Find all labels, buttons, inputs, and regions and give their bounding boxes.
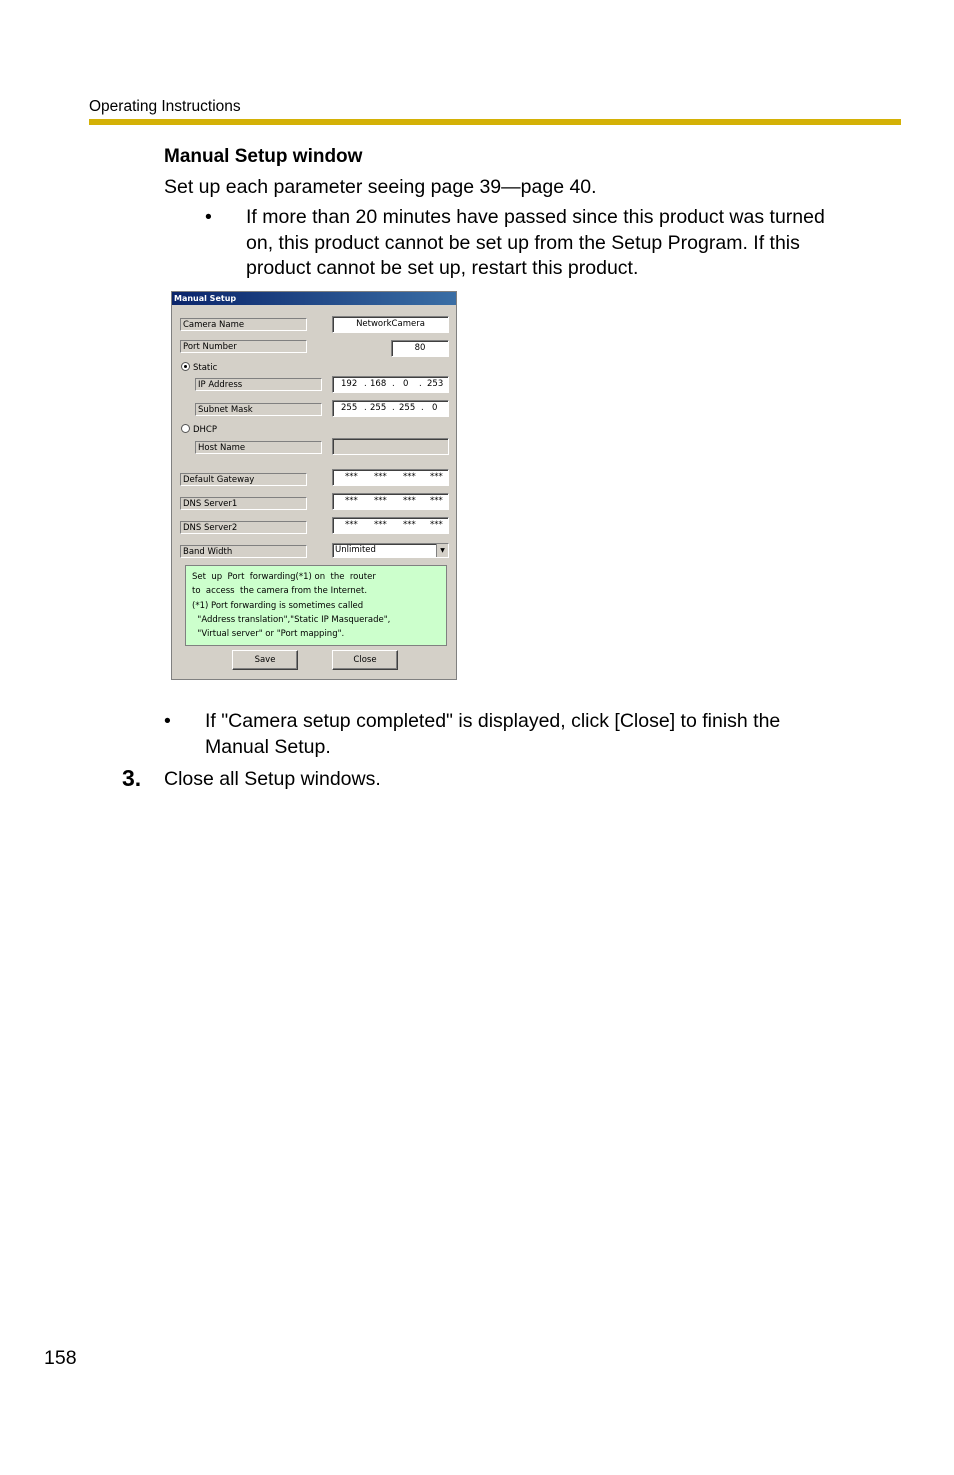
host-name-label: Host Name — [195, 441, 322, 454]
dhcp-label: DHCP — [193, 425, 217, 435]
masked-octet: *** — [345, 496, 358, 506]
static-label: Static — [193, 363, 218, 373]
masked-octet: *** — [374, 496, 387, 506]
ip-address-field[interactable] — [332, 376, 449, 393]
bullet-line: on, this product cannot be set up from the Setup Program. If this — [246, 231, 800, 254]
ip-dot: . — [421, 403, 424, 413]
bullet-note-timeout — [205, 205, 905, 285]
dns-server1-field[interactable] — [332, 493, 449, 510]
page-number: 158 — [44, 1347, 77, 1369]
dhcp-radio[interactable] — [181, 424, 217, 436]
note-line: (*1) Port forwarding is sometimes called — [192, 600, 364, 611]
step-number: 3. — [122, 765, 142, 791]
note-line: "Virtual server" or "Port mapping". — [192, 629, 345, 640]
header-rule — [89, 119, 901, 125]
ip-dot: . — [419, 379, 422, 389]
bullet-mark: • — [205, 206, 212, 228]
band-width-value: Unlimited — [335, 545, 376, 555]
close-button[interactable]: Close — [332, 650, 398, 670]
bullet-line: If "Camera setup completed" is displayed, click [Close] to finish the — [205, 710, 781, 732]
dns-server2-field[interactable] — [332, 517, 449, 534]
masked-octet: *** — [374, 472, 387, 482]
intro-text: Set up each parameter seeing page 39—page 40. — [164, 176, 597, 198]
masked-octet: *** — [430, 520, 443, 530]
dropdown-arrow-icon[interactable]: ▼ — [436, 544, 448, 557]
ip-octet: 255 — [370, 403, 387, 413]
masked-octet: *** — [345, 520, 358, 530]
port-forwarding-note — [185, 565, 447, 646]
bullet-line: Manual Setup. — [205, 735, 331, 758]
running-title: Operating Instructions — [89, 98, 241, 115]
ip-dot: . — [364, 379, 367, 389]
subnet-mask-field[interactable] — [332, 400, 449, 417]
default-gateway-field[interactable] — [332, 469, 449, 486]
ip-octet: 255 — [341, 403, 358, 413]
ip-octet: 192 — [341, 379, 358, 389]
camera-name-field[interactable]: NetworkCamera — [332, 316, 449, 333]
static-radio[interactable] — [181, 362, 217, 374]
masked-octet: *** — [345, 472, 358, 482]
masked-octet: *** — [403, 472, 416, 482]
ip-octet: 0 — [432, 403, 438, 413]
dns-server1-label: DNS Server1 — [180, 497, 307, 510]
default-gateway-label: Default Gateway — [180, 473, 307, 486]
masked-octet: *** — [403, 496, 416, 506]
masked-octet: *** — [403, 520, 416, 530]
dialog-titlebar: Manual Setup — [172, 292, 456, 305]
dns-server2-label: DNS Server2 — [180, 521, 307, 534]
camera-name-label: Camera Name — [180, 318, 307, 331]
note-line: to access the camera from the Internet. — [192, 586, 368, 597]
host-name-field[interactable] — [332, 438, 449, 455]
note-line: Set up Port forwarding(*1) on the router — [192, 572, 376, 582]
manual-setup-dialog — [171, 291, 457, 680]
step-text: Close all Setup windows. — [164, 768, 381, 790]
band-width-label: Band Width — [180, 545, 307, 558]
masked-octet: *** — [430, 472, 443, 482]
radio-empty-icon — [181, 424, 190, 433]
masked-octet: *** — [374, 520, 387, 530]
ip-dot: . — [392, 379, 395, 389]
radio-selected-icon — [181, 362, 190, 371]
port-number-label: Port Number — [180, 340, 307, 353]
bullet-mark: • — [164, 710, 171, 732]
section-title: Manual Setup window — [164, 146, 363, 167]
note-line: "Address translation","Static IP Masquerade", — [192, 614, 391, 625]
bullet-note-close — [164, 709, 904, 761]
bullet-line: product cannot be set up, restart this product. — [246, 257, 639, 279]
bullet-line: If more than 20 minutes have passed since this product was turned — [246, 206, 825, 228]
port-number-field[interactable]: 80 — [391, 340, 449, 357]
save-button[interactable]: Save — [232, 650, 298, 670]
ip-octet: 0 — [403, 379, 409, 389]
ip-address-label: IP Address — [195, 378, 322, 391]
ip-dot: . — [364, 403, 367, 413]
ip-octet: 168 — [370, 379, 387, 389]
subnet-mask-label: Subnet Mask — [195, 403, 322, 416]
band-width-select[interactable] — [332, 543, 449, 558]
ip-octet: 253 — [427, 379, 444, 389]
masked-octet: *** — [430, 496, 443, 506]
ip-octet: 255 — [399, 403, 416, 413]
ip-dot: . — [392, 403, 395, 413]
